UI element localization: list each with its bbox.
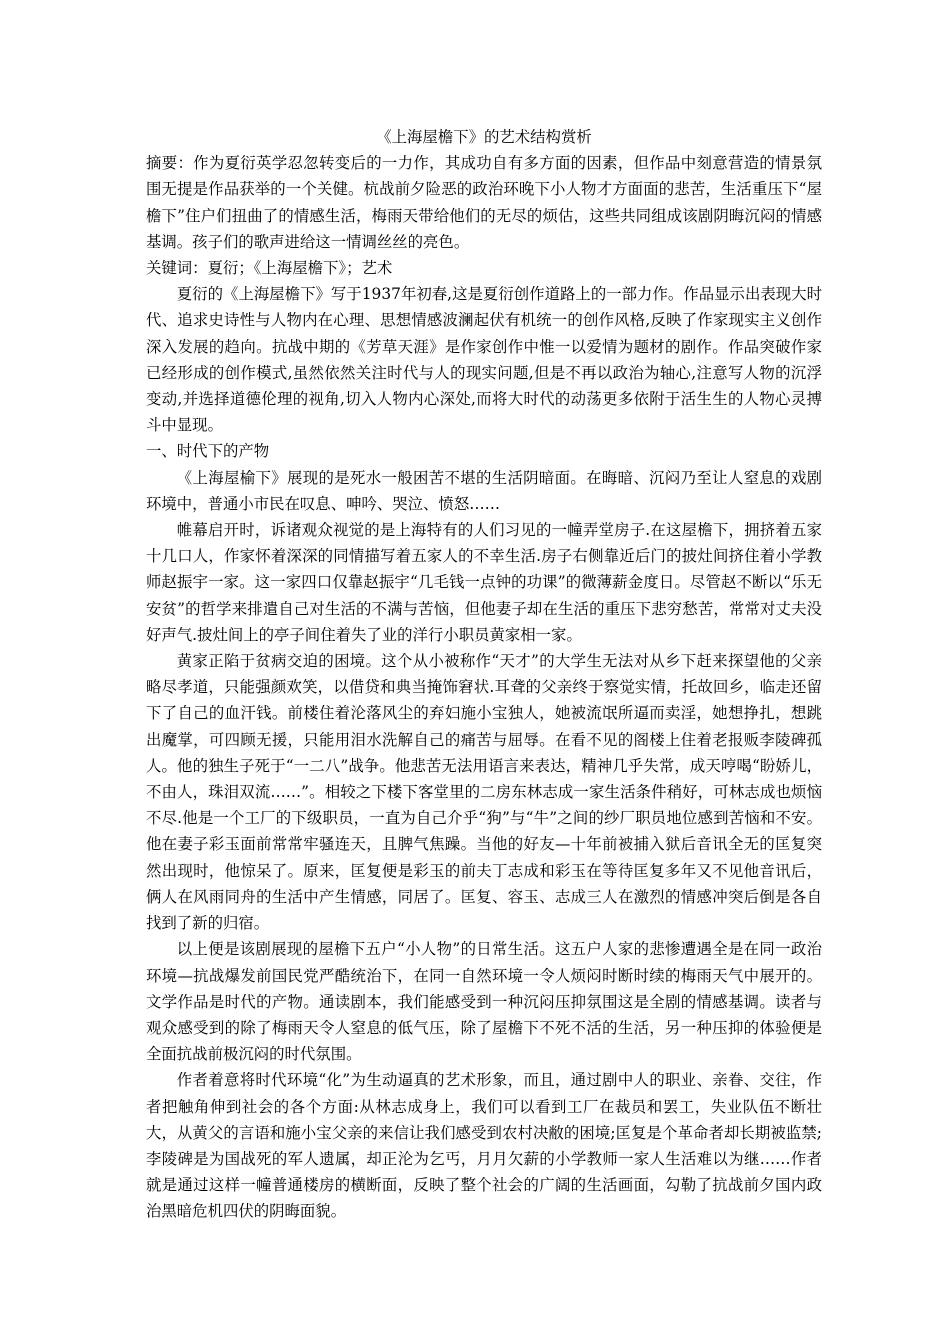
body-paragraph: 黄家正陷于贫病交迫的困境。这个从小被称作“天才”的大学生无法对从乡下赶来探望他的父亲略尽孝道，只能强颜欢笑，以借贷和典当掩饰窘状.耳聋的父亲终于察觉实情，托故回乡，临走还留下了自己的血汗钱。前楼住着沦落风尘的弃妇施小宝独人，她被流氓所逼而卖淫，她想挣扎，想跳出魔掌，可四顾无援，只能用泪水洗解自己的痛苦与屈辱。在看不见的阁楼上住着老报贩李陵碑孤人。他的独生子死于“一二八”战争。他悲苦无法用语言来表达，精神几乎失常，成天哼喝“盼娇儿，不由人，珠泪双流……”。相较之下楼下客堂里的二房东林志成一家生活条件稍好，可林志成也烦恼不尽.他是一个工厂的下级职员，一直为自己介乎“狗”与“牛”之间的纱厂职员地位感到苦恼和不安。他在妻子彩玉面前常常牢骚连天，且脾气焦躁。当他的好友—十年前被捕入狱后音讯全无的匡复突然出现时，他惊呆了。原来，匡复便是彩玉的前夫丁志成和彩玉在等待匡复多年又不见他音讯后，俩人在风雨同舟的生活中产生情感，同居了。匡复、容玉、志成三人在激烈的情感冲突后倒是各自找到了新的归宿。	[146, 652, 822, 933]
body-paragraph: 以上便是该剧展现的屋檐下五户“小人物”的日常生活。这五户人家的悲惨遭遇全是在同一政治环境—抗战爆发前国民党严酷统治下，在同一自然环境一令人烦闷时断时续的梅雨天气中展开的。文学作品是时代的产物。通读剧本，我们能感受到一种沉闷压抑氛围这是全剧的情感基调。读者与观众感受到的除了梅雨天令人窒息的低气压，除了屋檐下不死不活的生活，另一种压抑的体验便是全面抗战前极沉闷的时代氛围。	[146, 940, 822, 1064]
body-paragraph: 作者着意将时代环境“化”为生动逼真的艺术形象，而且，通过剧中人的职业、亲眷、交往，作者把触角伸到社会的各个方面:从林志成身上，我们可以看到工厂在裁员和罢工，失业队伍不断壮大，从黄父的言语和施小宝父亲的来信让我们感受到农村决敝的困境;匡复是个革命者却长期被监禁;李陵碑是为国战死的军人遗属，却正沦为乞丐，月月欠薪的小学教师一家人生活难以为继……作者就是通过这样一幢普通楼房的横断面，反映了整个社会的广阔的生活画面，勾勒了抗战前夕国内政治黑暗危机四伏的阴晦面貌。	[146, 1071, 822, 1221]
section-heading: 一、时代下的产物	[146, 442, 270, 461]
keywords-line: 关键词：夏衍；《上海屋檐下》；艺术	[146, 259, 393, 278]
abstract-paragraph: 摘要：作为夏衍英学忍忽转变后的一力作，其成功自有多方面的因素，但作品中刻意营造的情景氛围无提是作品获举的一个关健。杭战前夕险恶的政治环晚下小人物才方面面的悲苦，生活重压下“屋檐下”住户们扭曲了的情感生活，梅雨天带给他们的无尽的烦估，这些共同组成该剧阴晦沉闷的情感基调。孩子们的歌声进给这一情调丝丝的亮色。	[146, 154, 822, 251]
document-title: 《上海屋檐下》的艺术结构赏析	[376, 128, 592, 146]
document-page	[146, 124, 822, 1225]
body-paragraph: 《上海屋榆下》展现的是死水一般困苦不堪的生活阴暗面。在晦暗、沉闷乃至让人窒息的戏剧环境中，普通小市民在叹息、呻吟、哭泣、愤怒……	[146, 468, 822, 513]
body-paragraph: 帷幕启开时，诉诸观众视觉的是上海特有的人们习见的一幢弄堂房子.在这屋檐下，拥挤着五家十几口人，作家怀着深深的同情描写着五家人的不幸生活.房子右侧靠近后门的披灶间挤住着小学教师赵振宇一家。这一家四口仅靠赵振宇“几毛钱一点钟的功课”的微薄薪金度日。尽管赵不断以“乐无安贫”的哲学来排遣自己对生活的不满与苦恼，但他妻子却在生活的重压下悲穷愁苦，常常对丈夫没好声气.披灶间上的亭子间住着失了业的洋行小职员黄家相一家。	[146, 521, 822, 644]
intro-paragraph: 夏衍的《上海屋檐下》写于1937年初春,这是夏衍创作道路上的一部力作。作品显示出表现大时代、追求史诗性与人物内在心理、思想情感波澜起伏有机统一的创作风格,反映了作家现实主义创作深入发展的趋向。抗战中期的《芳草天涯》是作家创作中惟一以爱情为题材的剧作。作品突破作家已经形成的创作模式,虽然依然关注时代与人的现实问题,但是不再以政治为轴心,注意写人物的沉浮变动,并选择道德伦理的视角,切入人物内心深处,而将大时代的动荡更多依附于活生生的人物心灵搏斗中显现。	[146, 285, 822, 435]
